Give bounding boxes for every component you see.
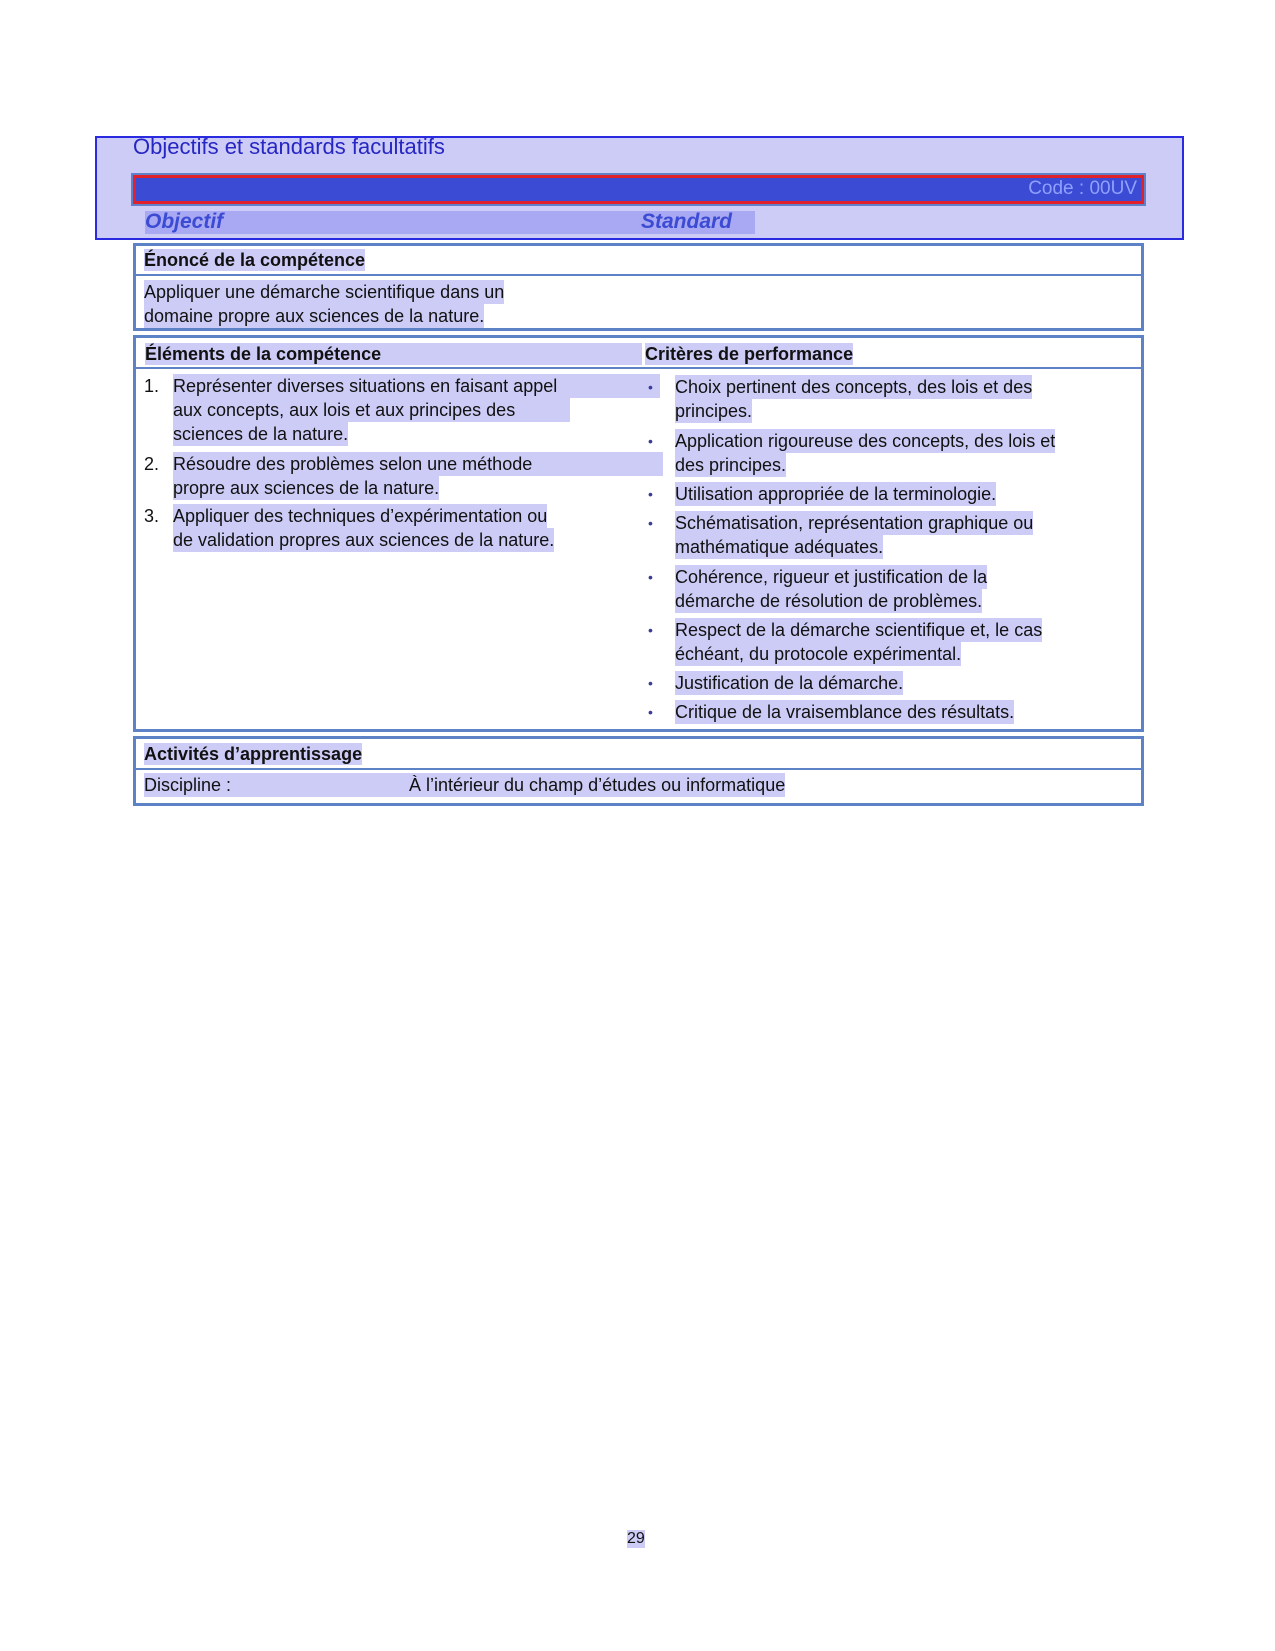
- bullet-icon: •: [648, 704, 653, 720]
- code-value: 00UV: [1089, 178, 1137, 199]
- code-label: Code :: [1028, 178, 1085, 199]
- list-item-line: aux concepts, aux lois et aux principes des: [173, 398, 570, 422]
- list-item-line: propre aux sciences de la nature.: [173, 478, 440, 498]
- bullet-icon: •: [648, 486, 653, 502]
- discipline-label: Discipline :: [144, 773, 409, 797]
- criteria-line: des principes.: [675, 455, 787, 475]
- page-title: Objectifs et standards facultatifs: [133, 134, 445, 159]
- enonce-heading: Énoncé de la compétence: [144, 250, 366, 270]
- page-number: 29: [627, 1530, 645, 1547]
- list-number: 1.: [144, 376, 160, 396]
- bullet-icon: •: [648, 622, 653, 638]
- criteria-line: démarche de résolution de problèmes.: [675, 591, 983, 611]
- criteria-line: Choix pertinent des concepts, des lois et des: [675, 377, 1033, 397]
- list-number: 2.: [144, 454, 160, 474]
- list-item-line: Représenter diverses situations en faisant appel: [173, 374, 660, 398]
- enonce-text-line: domaine propre aux sciences de la nature.: [144, 306, 485, 326]
- activites-heading: Activités d’apprentissage: [144, 744, 363, 764]
- elements-heading: Éléments de la compétence: [145, 343, 642, 365]
- criteres-heading: Critères de performance: [645, 344, 854, 364]
- divider: [133, 367, 1144, 369]
- code-bar: [133, 175, 1144, 204]
- criteria-line: Respect de la démarche scientifique et, le cas: [675, 620, 1043, 640]
- list-item-line: Résoudre des problèmes selon une méthode: [173, 452, 663, 476]
- criteria-line: mathématique adéquates.: [675, 537, 884, 557]
- enonce-text-line: Appliquer une démarche scientifique dans un: [144, 282, 505, 302]
- discipline-value: À l’intérieur du champ d’études ou informatique: [409, 775, 786, 795]
- bullet-icon: •: [648, 515, 653, 531]
- bullet-icon: •: [648, 433, 653, 449]
- criteria-line: Application rigoureuse des concepts, des lois et: [675, 431, 1056, 451]
- list-item-line: Appliquer des techniques d’expérimentation ou: [173, 506, 548, 526]
- list-number: 3.: [144, 506, 160, 526]
- criteria-line: échéant, du protocole expérimental.: [675, 644, 962, 664]
- criteria-line: Critique de la vraisemblance des résultats.: [675, 702, 1015, 722]
- list-item-line: de validation propres aux sciences de la nature.: [173, 530, 555, 550]
- criteria-line: Schématisation, représentation graphique ou: [675, 513, 1034, 533]
- divider: [133, 768, 1144, 770]
- bullet-icon: •: [648, 569, 653, 585]
- bullet-icon: •: [648, 379, 653, 395]
- column-objectif: Objectif: [145, 210, 224, 233]
- criteria-line: Justification de la démarche.: [675, 673, 904, 693]
- divider: [133, 274, 1144, 276]
- bullet-icon: •: [648, 675, 653, 691]
- course-code: [1028, 177, 1137, 201]
- criteria-line: principes.: [675, 401, 753, 421]
- list-item-line: sciences de la nature.: [173, 424, 349, 444]
- criteria-line: Cohérence, rigueur et justification de la: [675, 567, 988, 587]
- criteria-line: Utilisation appropriée de la terminologie.: [675, 484, 997, 504]
- column-standard: Standard: [641, 210, 733, 233]
